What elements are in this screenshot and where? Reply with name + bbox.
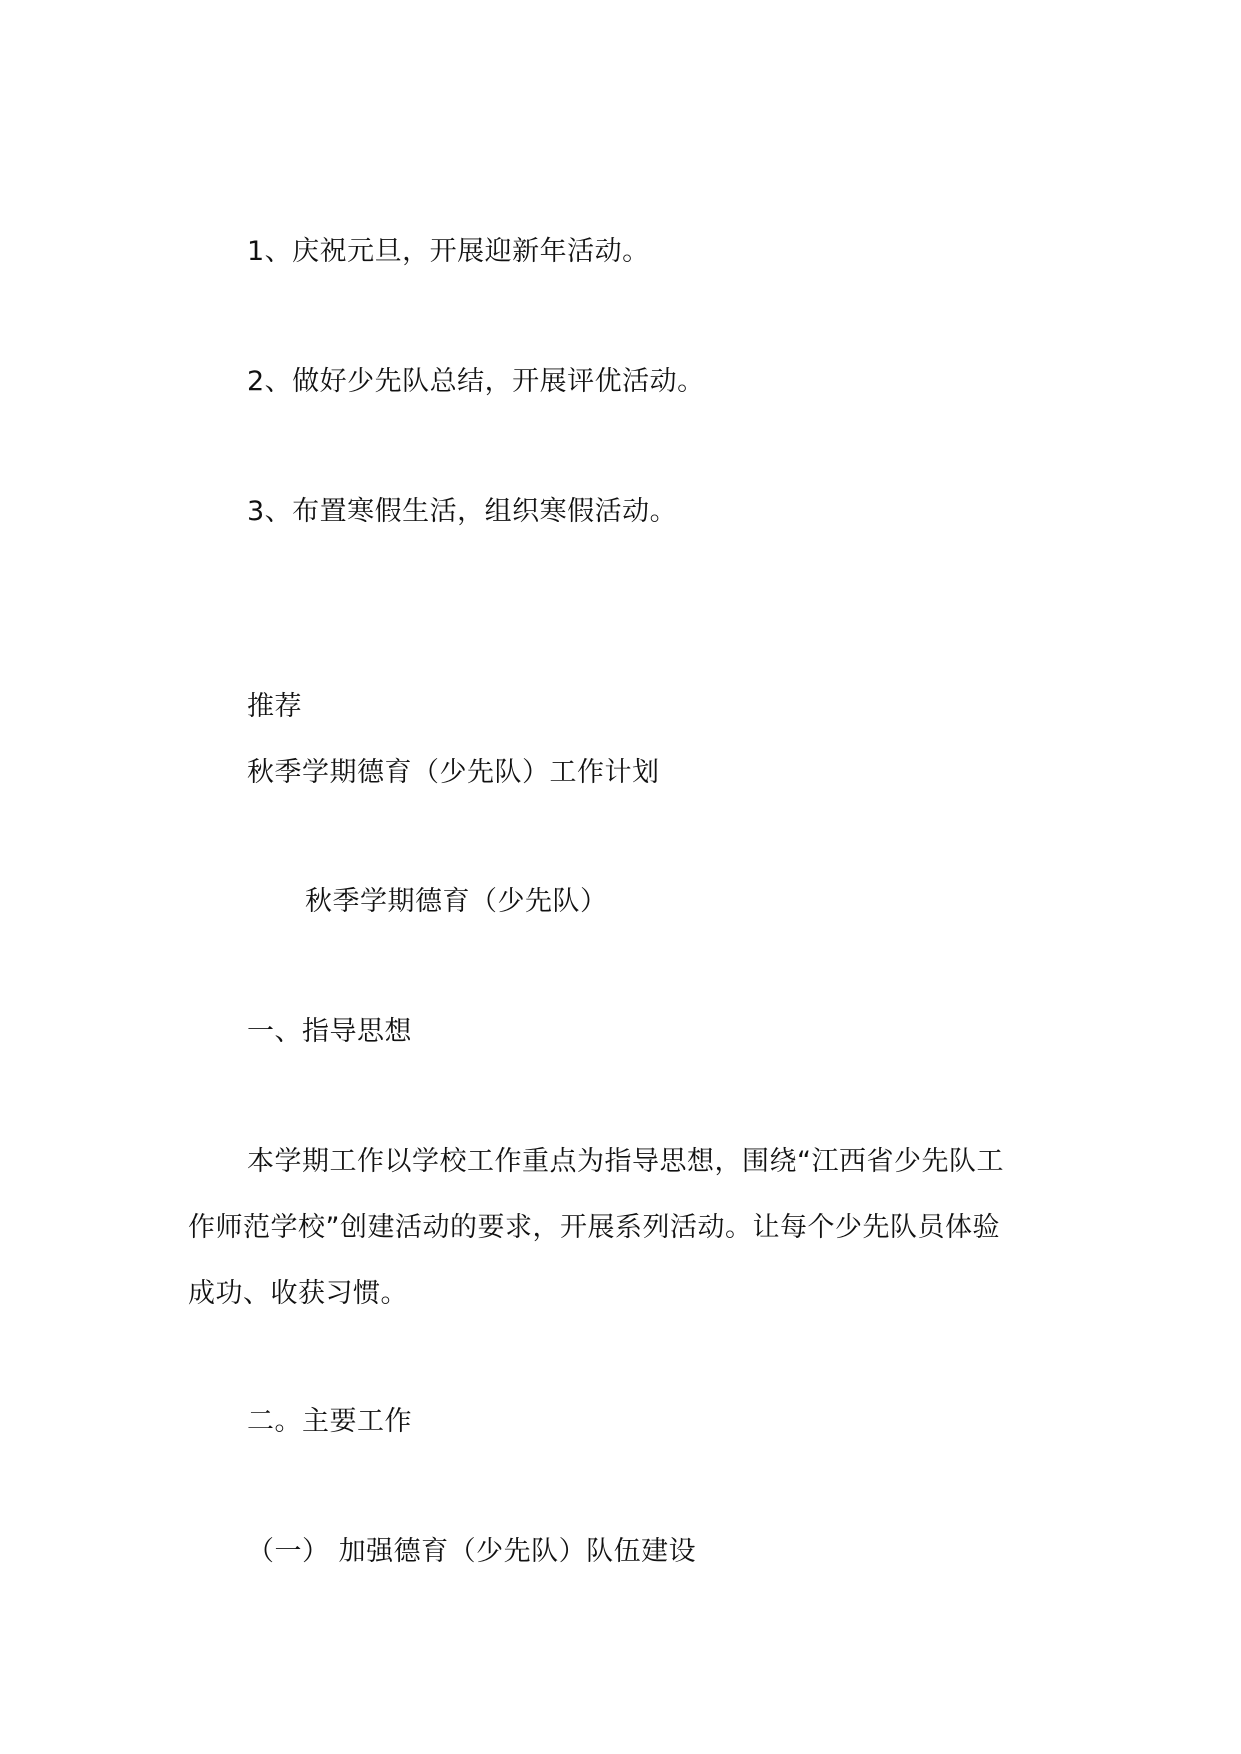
- section-heading-guiding-thought: 一、指导思想: [247, 1016, 412, 1047]
- list-item-1: 1、庆祝元旦，开展迎新年活动。: [247, 236, 650, 267]
- list-item-3: 3、布置寒假生活，组织寒假活动。: [247, 496, 678, 527]
- recommend-title: 秋季学期德育（少先队）工作计划: [247, 757, 660, 788]
- recommend-label: 推荐: [247, 691, 302, 722]
- doc-title: 秋季学期德育（少先队）: [305, 886, 608, 917]
- paragraph-line-3: 成功、收获习惯。: [188, 1278, 408, 1309]
- paragraph-line-1: 本学期工作以学校工作重点为指导思想，围绕“江西省少先队工: [247, 1146, 1004, 1177]
- list-item-2: 2、做好少先队总结，开展评优活动。: [247, 366, 705, 397]
- paragraph-line-2: 作师范学校”创建活动的要求，开展系列活动。让每个少先队员体验: [188, 1212, 1000, 1243]
- subsection-heading-team-building: （一） 加强德育（少先队）队伍建设: [247, 1536, 697, 1567]
- section-heading-main-work: 二。主要工作: [247, 1406, 412, 1437]
